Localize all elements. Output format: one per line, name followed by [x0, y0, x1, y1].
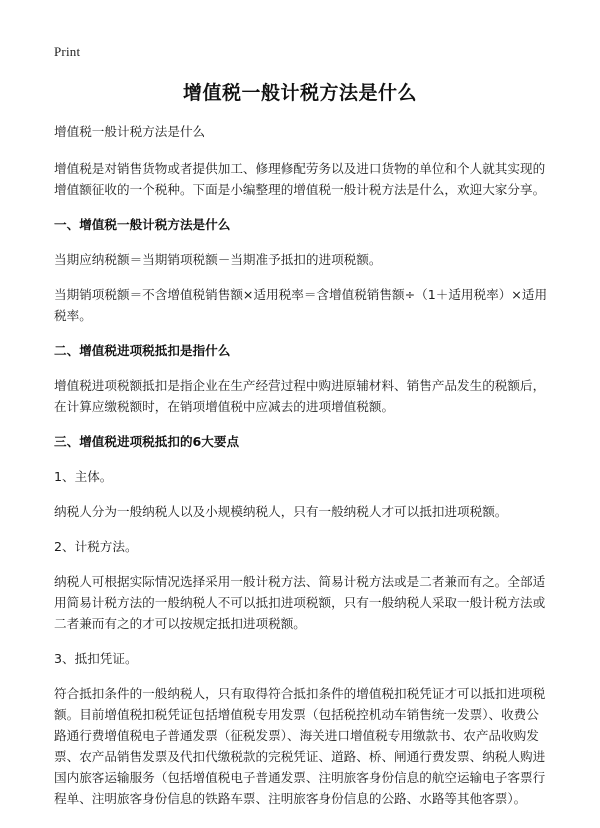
section-1-heading: 一、增值税一般计税方法是什么: [54, 217, 231, 232]
intro-paragraph: 增值税是对销售货物或者提供加工、修理修配劳务以及进口货物的单位和个人就其实现的增值额征收的一个税种。下面是小编整理的增值税一般计税方法是什么，欢迎大家分享。: [54, 161, 546, 197]
document-body: [54, 121, 550, 809]
point-2-title: 2、计税方法。: [54, 539, 138, 554]
page-title: 增值税一般计税方法是什么: [182, 82, 417, 104]
section-1-formula-2: 当期销项税额＝不含增值税销售额×适用税率＝含增值税销售额÷（1＋适用税率）×适用税率。: [54, 287, 548, 323]
section-2-heading: 二、增值税进项税抵扣是指什么: [54, 343, 231, 358]
section-1-formula-1: 当期应纳税额＝当期销项税额－当期准予抵扣的进项税额。: [54, 252, 382, 267]
point-1-title: 1、主体。: [54, 469, 113, 484]
section-2-paragraph: 增值税进项税额抵扣是指企业在生产经营过程中购进原辅材料、销售产品发生的税额后，在计算应缴税额时，在销项增值税中应减去的进项增值税额。: [54, 378, 546, 414]
subtitle: 增值税一般计税方法是什么: [54, 124, 206, 139]
print-label[interactable]: Print: [54, 44, 81, 59]
point-1-text: 纳税人分为一般纳税人以及小规模纳税人，只有一般纳税人才可以抵扣进项税额。: [54, 504, 508, 519]
section-3-heading: 三、增值税进项税抵扣的6大要点: [54, 434, 240, 449]
point-2-text: 纳税人可根据实际情况选择采用一般计税方法、简易计税方法或是二者兼而有之。全部适用简易计税方法的一般纳税人不可以抵扣进项税额，只有一般纳税人采取一般计税方法或二者兼而有之的才可以按规定抵扣进项税额。: [54, 574, 546, 631]
point-3-text: 符合抵扣条件的一般纳税人，只有取得符合抵扣条件的增值税扣税凭证才可以抵扣进项税额。目前增值税扣税凭证包括增值税专用发票（包括税控机动车销售统一发票）、收费公路通行费增值税电子普通发票（征税发票）、海关进口增值税专用缴款书、农产品收购发票、农产品销售发票及代扣代缴税款的完税凭证、道路、桥、闸通行费发票、纳税人购进国内旅客运输服务（包括增值税电子普通发票、注明旅客身份信息的航空运输电子客票行程单、注明旅客身份信息的铁路车票、注明旅客身份信息的公路、水路等其他客票）。: [54, 686, 546, 806]
point-3-title: 3、抵扣凭证。: [54, 651, 138, 666]
